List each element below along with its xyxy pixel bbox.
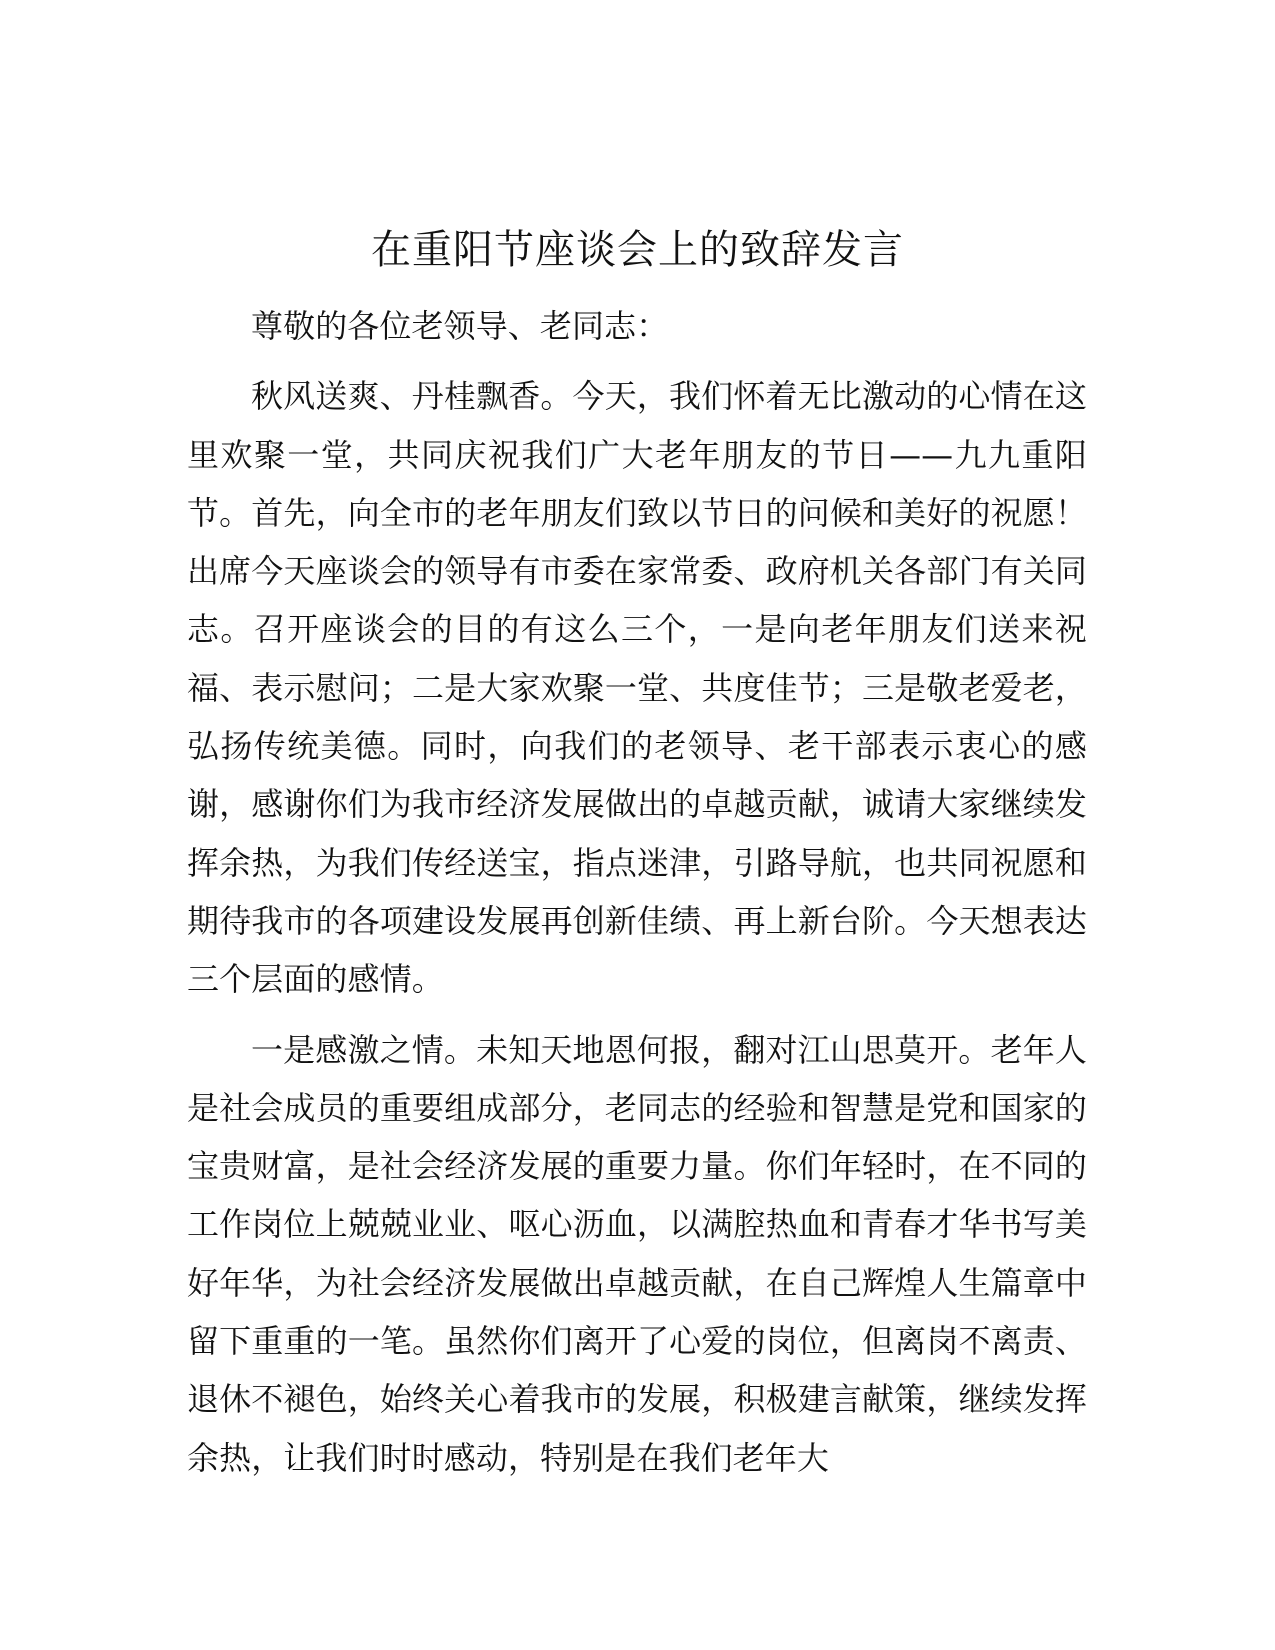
salutation: 尊敬的各位老领导、老同志： [251, 307, 669, 345]
paragraph-opening: 秋风送爽、丹桂飘香。今天，我们怀着无比激动的心情在这里欢聚一堂，共同庆祝我们广大老年朋友的节日——九九重阳节。首先，向全市的老年朋友们致以节日的问候和美好的祝愿！出席今天座谈会的领导有市委在家常委、政府机关各部门有关同志。召开座谈会的目的有这么三个，一是向老年朋友们送来祝福、表示慰问；二是大家欢聚一堂、共度佳节；三是敬老爱老，弘扬传统美德。同时，向我们的老领导、老干部表示衷心的感谢，感谢你们为我市经济发展做出的卓越贡献，诚请大家继续发挥余热，为我们传经送宝，指点迷津，引路导航，也共同祝愿和期待我市的各项建设发展再创新佳绩、再上新台阶。今天想表达三个层面的感情。 [187, 377, 1087, 999]
document-title: 在重阳节座谈会上的致辞发言 [371, 227, 904, 273]
document-body [187, 297, 1087, 1487]
paragraph-gratitude: 一是感激之情。未知天地恩何报，翻对江山思莫开。老年人是社会成员的重要组成部分，老同志的经验和智慧是党和国家的宝贵财富，是社会经济发展的重要力量。你们年轻时，在不同的工作岗位上兢兢业业、呕心沥血，以满腔热血和青春才华书写美好年华，为社会经济发展做出卓越贡献，在自己辉煌人生篇章中留下重重的一笔。虽然你们离开了心爱的岗位，但离岗不离责、退休不褪色，始终关心着我市的发展，积极建言献策，继续发挥余热，让我们时时感动，特别是在我们老年大 [187, 1030, 1087, 1477]
